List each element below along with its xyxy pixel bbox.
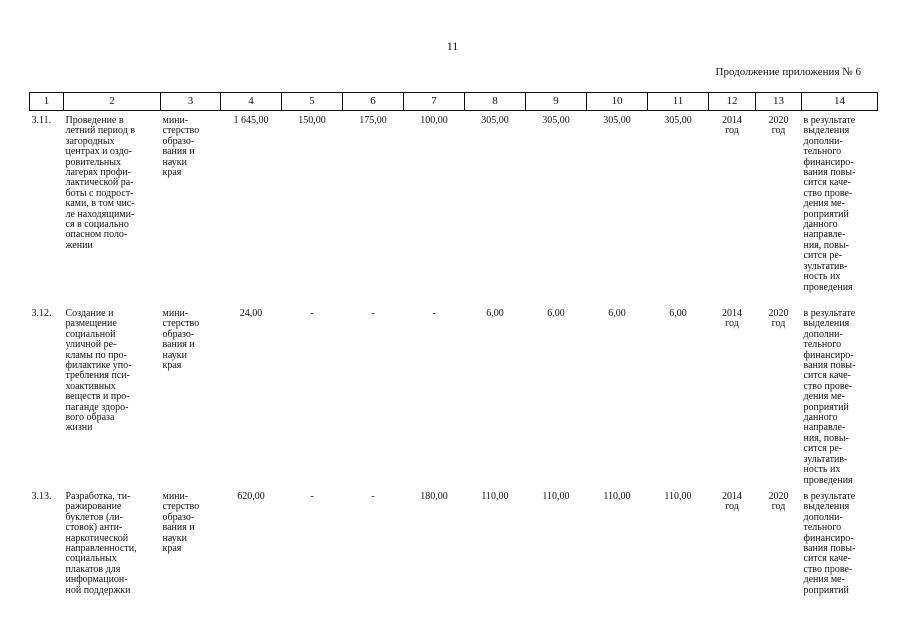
item-number: 3.11. bbox=[31, 115, 52, 126]
column-number: 7 bbox=[404, 93, 465, 111]
column-number: 2 bbox=[64, 93, 161, 111]
total-amount: 24,00 bbox=[239, 308, 263, 319]
start-year: 2014 год bbox=[722, 491, 742, 513]
amount-year-7: 6,00 bbox=[669, 308, 687, 319]
total-amount: 620,00 bbox=[237, 491, 265, 502]
column-number: 1 bbox=[30, 93, 64, 111]
end-year: 2020 год bbox=[768, 308, 789, 330]
amount-year-6: 110,00 bbox=[603, 491, 631, 502]
amount-year-4: 305,00 bbox=[481, 115, 509, 126]
amount-year-4: 110,00 bbox=[481, 491, 509, 502]
amount-year-5: 305,00 bbox=[542, 115, 570, 126]
table-row bbox=[30, 111, 878, 305]
executor: мини- стерство образо- вания и науки края bbox=[162, 115, 200, 179]
activity-name: Создание и размещение социальной уличной ре- кламы по про- филактике упо- требления пси- хоактивных веществ и про- паганде здоро- вого образа жизни bbox=[65, 308, 132, 434]
amount-year-1: - bbox=[310, 491, 314, 502]
amount-year-5: 110,00 bbox=[542, 491, 570, 502]
column-number: 12 bbox=[709, 93, 756, 111]
item-number: 3.13. bbox=[31, 491, 52, 502]
program-activities-table bbox=[29, 92, 878, 622]
amount-year-7: 305,00 bbox=[664, 115, 692, 126]
appendix-continuation-note: Продолжение приложения № 6 bbox=[715, 66, 861, 78]
activity-name: Проведение в летний период в загородных центрах и оздо- ровительных лагерях профи- лактической ра- боты с подрост- ками, в том чис- ле находящими- ся в социально опасном поло- жении bbox=[65, 115, 136, 251]
amount-year-1: 150,00 bbox=[298, 115, 326, 126]
end-year: 2020 год bbox=[768, 115, 789, 137]
column-number: 6 bbox=[343, 93, 404, 111]
expected-result: в результате выделения дополни- тельного финансиро- вания повы- сится каче- ство прове- дения ме- роприятий данного направле- ния, повы- сится ре- зультатив- ность их проведения bbox=[803, 308, 856, 486]
column-number: 14 bbox=[802, 93, 878, 111]
total-amount: 1 645,00 bbox=[233, 115, 269, 126]
amount-year-1: - bbox=[310, 308, 314, 319]
item-number: 3.12. bbox=[31, 308, 52, 319]
column-number: 8 bbox=[465, 93, 526, 111]
column-number: 11 bbox=[648, 93, 709, 111]
amount-year-6: 305,00 bbox=[603, 115, 631, 126]
page-number: 11 bbox=[446, 39, 459, 53]
column-number-row bbox=[30, 93, 878, 111]
activity-name: Разработка, ти- ражирование буклетов (ли- стовок) анти- наркотической направленности, социальных плакатов для информацион- ной поддержки bbox=[65, 491, 137, 596]
amount-year-4: 6,00 bbox=[486, 308, 504, 319]
amount-year-3: 100,00 bbox=[420, 115, 448, 126]
column-number: 10 bbox=[587, 93, 648, 111]
end-year: 2020 год bbox=[768, 491, 789, 513]
start-year: 2014 год bbox=[722, 308, 742, 330]
executor: мини- стерство образо- вания и науки края bbox=[162, 491, 200, 555]
amount-year-2: - bbox=[371, 308, 375, 319]
start-year: 2014 год bbox=[722, 115, 742, 137]
column-number: 13 bbox=[756, 93, 802, 111]
amount-year-6: 6,00 bbox=[608, 308, 626, 319]
executor: мини- стерство образо- вания и науки края bbox=[162, 308, 200, 372]
column-number: 5 bbox=[282, 93, 343, 111]
amount-year-3: 180,00 bbox=[420, 491, 448, 502]
expected-result: в результате выделения дополни- тельного финансиро- вания повы- сится каче- ство прове- дения ме- роприятий bbox=[803, 491, 856, 596]
amount-year-2: 175,00 bbox=[359, 115, 387, 126]
amount-year-5: 6,00 bbox=[547, 308, 565, 319]
table-row bbox=[30, 487, 878, 622]
amount-year-7: 110,00 bbox=[664, 491, 692, 502]
column-number: 3 bbox=[161, 93, 221, 111]
column-number: 9 bbox=[526, 93, 587, 111]
table-row bbox=[30, 304, 878, 487]
amount-year-3: - bbox=[432, 308, 436, 319]
amount-year-2: - bbox=[371, 491, 375, 502]
expected-result: в результате выделения дополни- тельного финансиро- вания повы- сится каче- ство прове- дения ме- роприятий данного направле- ния, повы- сится ре- зультатив- ность их проведения bbox=[803, 115, 856, 293]
column-number: 4 bbox=[221, 93, 282, 111]
